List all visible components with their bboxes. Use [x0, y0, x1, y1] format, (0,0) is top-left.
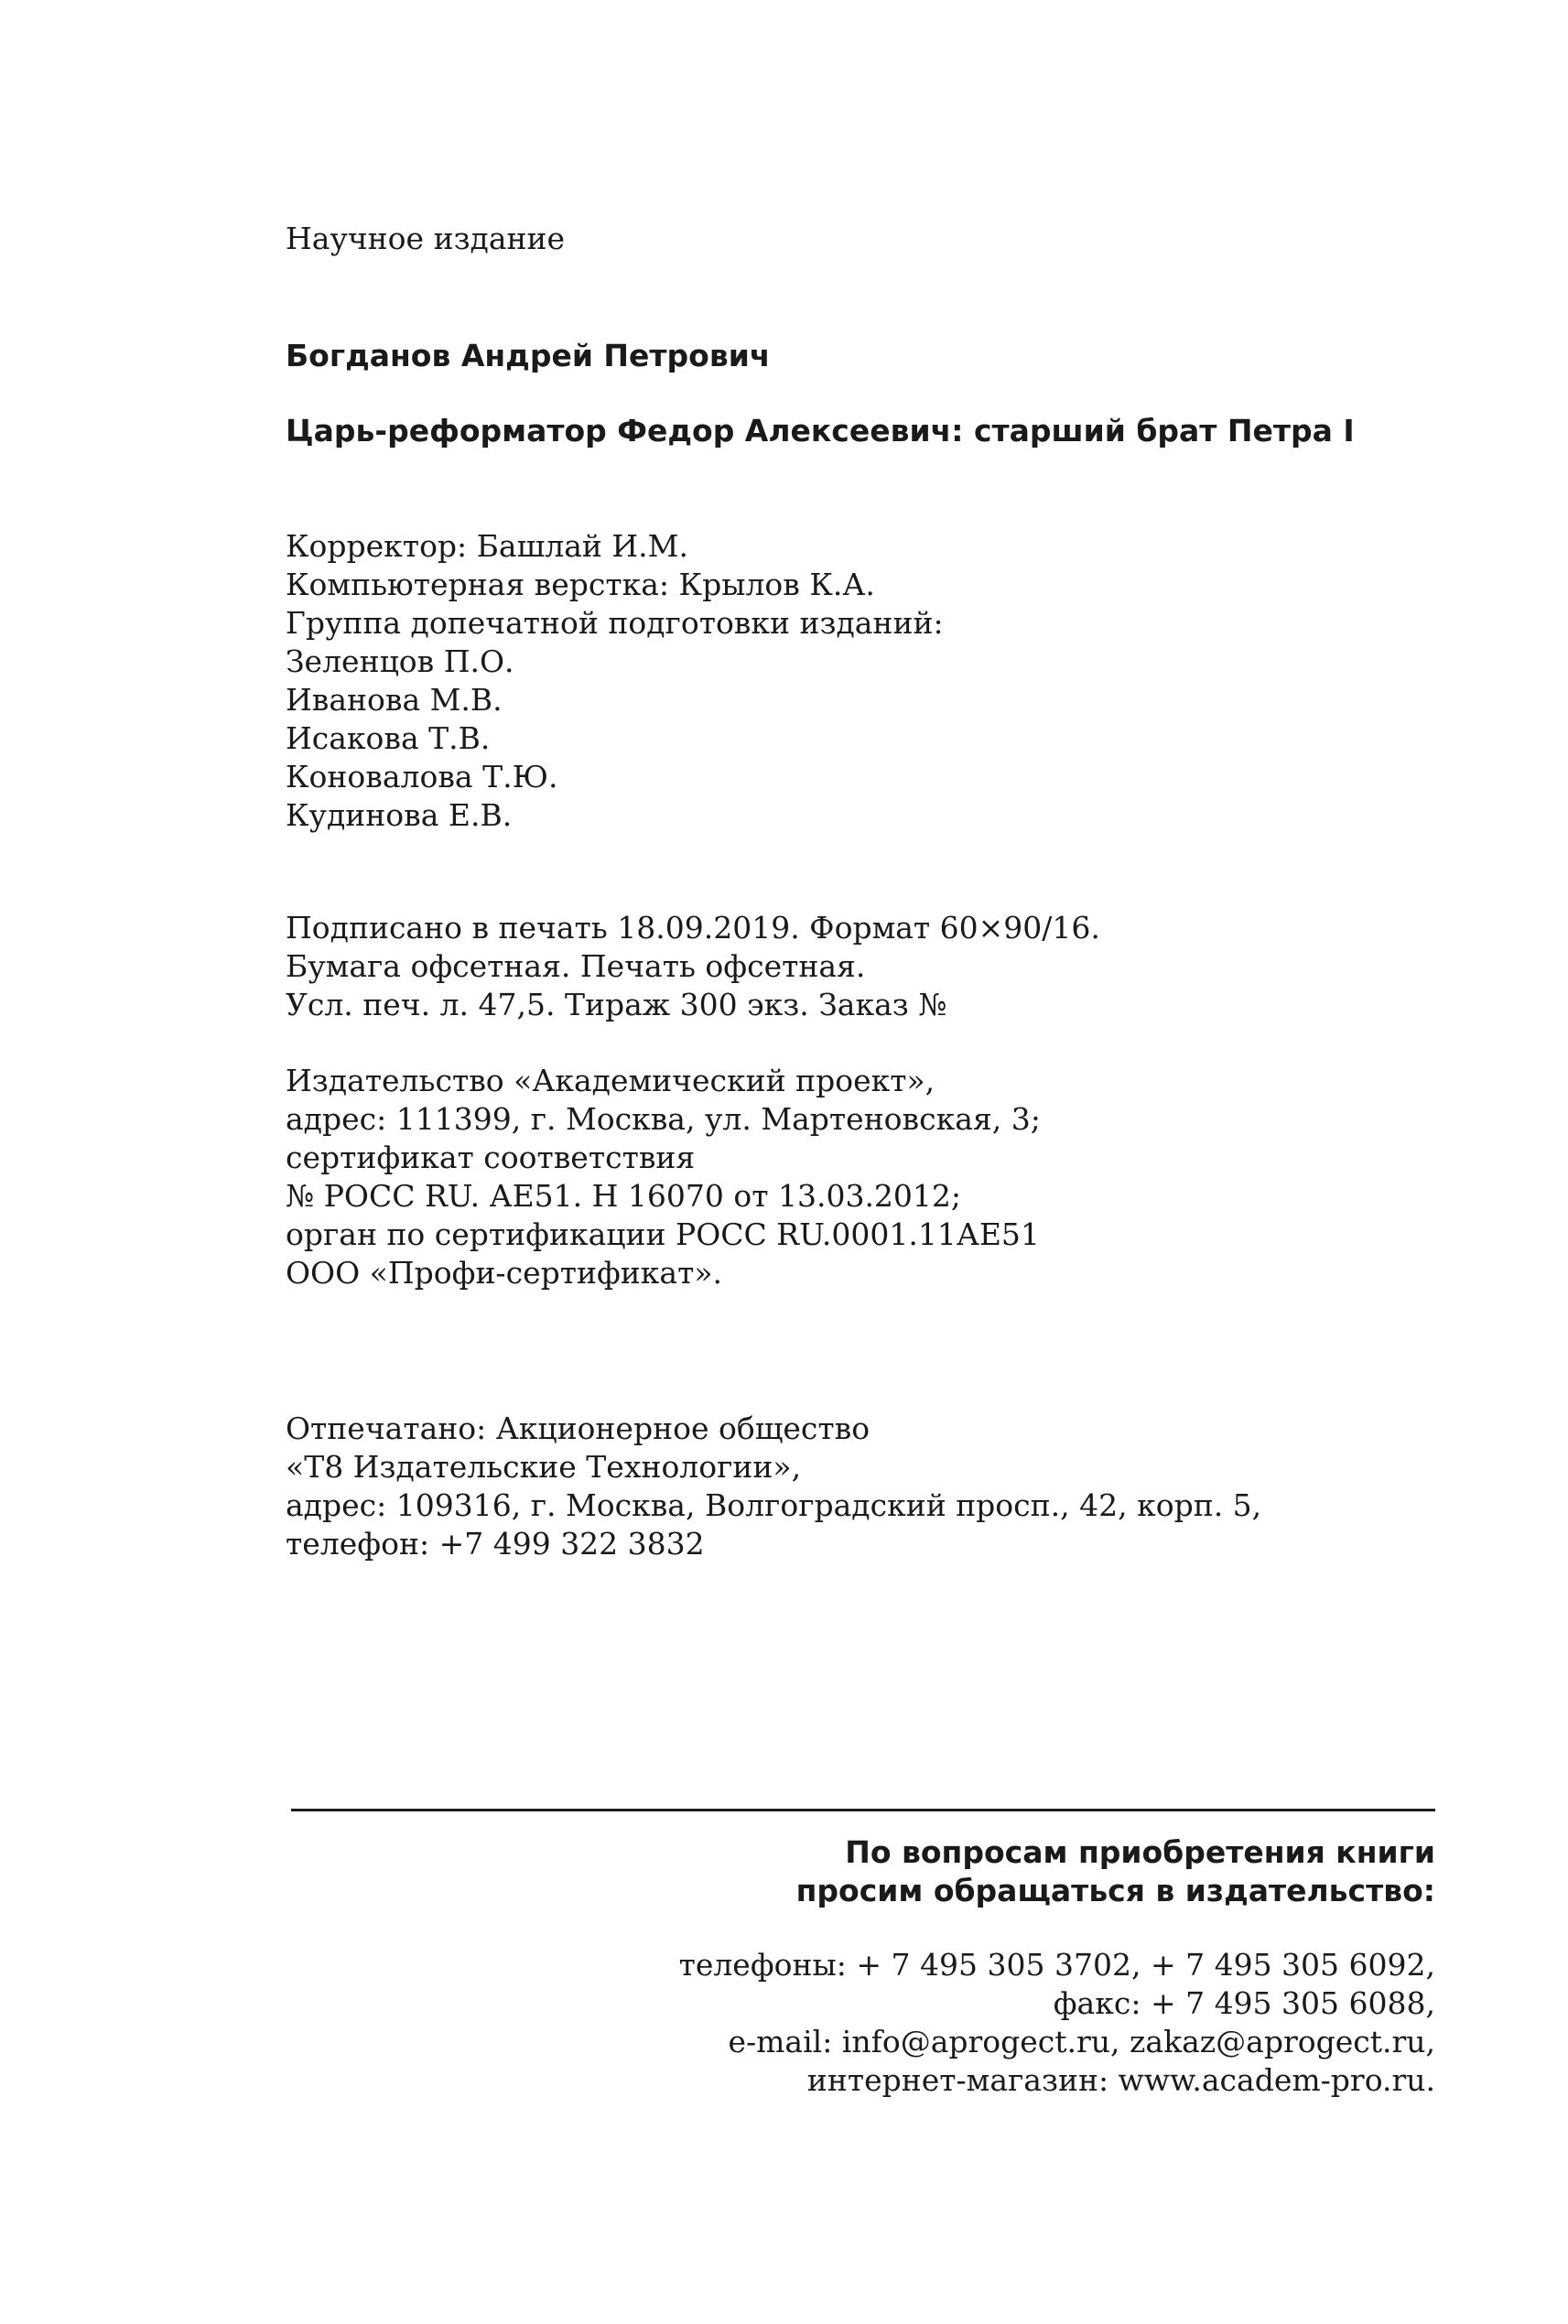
printer-line: «Т8 Издательские Технологии»,: [286, 1449, 802, 1485]
credit-line: Исакова Т.В.: [286, 720, 491, 756]
divider-rule: [291, 1809, 1435, 1811]
contact-line: e-mail: info@aprogect.ru, zakaz@aprogect.ru,: [728, 2024, 1435, 2059]
publisher-line: № РОСС RU. АЕ51. Н 16070 от 13.03.2012;: [286, 1178, 962, 1214]
author-name: Богданов Андрей Петрович: [286, 338, 771, 373]
printer-line: Отпечатано: Акционерное общество: [286, 1411, 871, 1446]
credit-line: Группа допечатной подготовки изданий:: [286, 605, 944, 641]
publisher-line: орган по сертификации РОСС RU.0001.11АЕ51: [286, 1216, 1040, 1252]
contact-heading-line: просим обращаться в издательство:: [795, 1873, 1435, 1908]
contact-line: интернет-магазин: www.academ-pro.ru.: [806, 2062, 1435, 2098]
contact-line: телефоны: + 7 495 305 3702, + 7 495 305 6092,: [678, 1947, 1435, 1983]
publisher-line: Издательство «Академический проект»,: [286, 1063, 935, 1098]
credit-line: Иванова М.В.: [286, 682, 503, 718]
credit-line: Зеленцов П.О.: [286, 643, 514, 679]
print-info-line: Бумага офсетная. Печать офсетная.: [286, 948, 866, 984]
credit-line: Компьютерная верстка: Крылов К.А.: [286, 567, 875, 602]
publisher-line: сертификат соответствия: [286, 1140, 696, 1175]
publisher-line: ООО «Профи-сертификат».: [286, 1255, 723, 1291]
publisher-line: адрес: 111399, г. Москва, ул. Мартеновская, 3;: [286, 1101, 1041, 1137]
printer-line: адрес: 109316, г. Москва, Волгоградский просп., 42, корп. 5,: [286, 1487, 1262, 1523]
contact-heading-line: По вопросам приобретения книги: [845, 1834, 1435, 1870]
credit-line: Корректор: Башлай И.М.: [286, 528, 688, 564]
print-info-line: Усл. печ. л. 47,5. Тираж 300 экз. Заказ №: [286, 987, 947, 1022]
printer-line: телефон: +7 499 322 3832: [286, 1526, 705, 1562]
edition-type: Научное издание: [286, 221, 566, 256]
book-title: Царь-реформатор Федор Алексеевич: старший брат Петра I: [286, 413, 1355, 449]
contact-line: факс: + 7 495 305 6088,: [1053, 1985, 1435, 2021]
print-info-line: Подписано в печать 18.09.2019. Формат 60×90/16.: [286, 910, 1100, 946]
credit-line: Кудинова Е.В.: [286, 797, 513, 833]
credit-line: Коновалова Т.Ю.: [286, 759, 558, 794]
